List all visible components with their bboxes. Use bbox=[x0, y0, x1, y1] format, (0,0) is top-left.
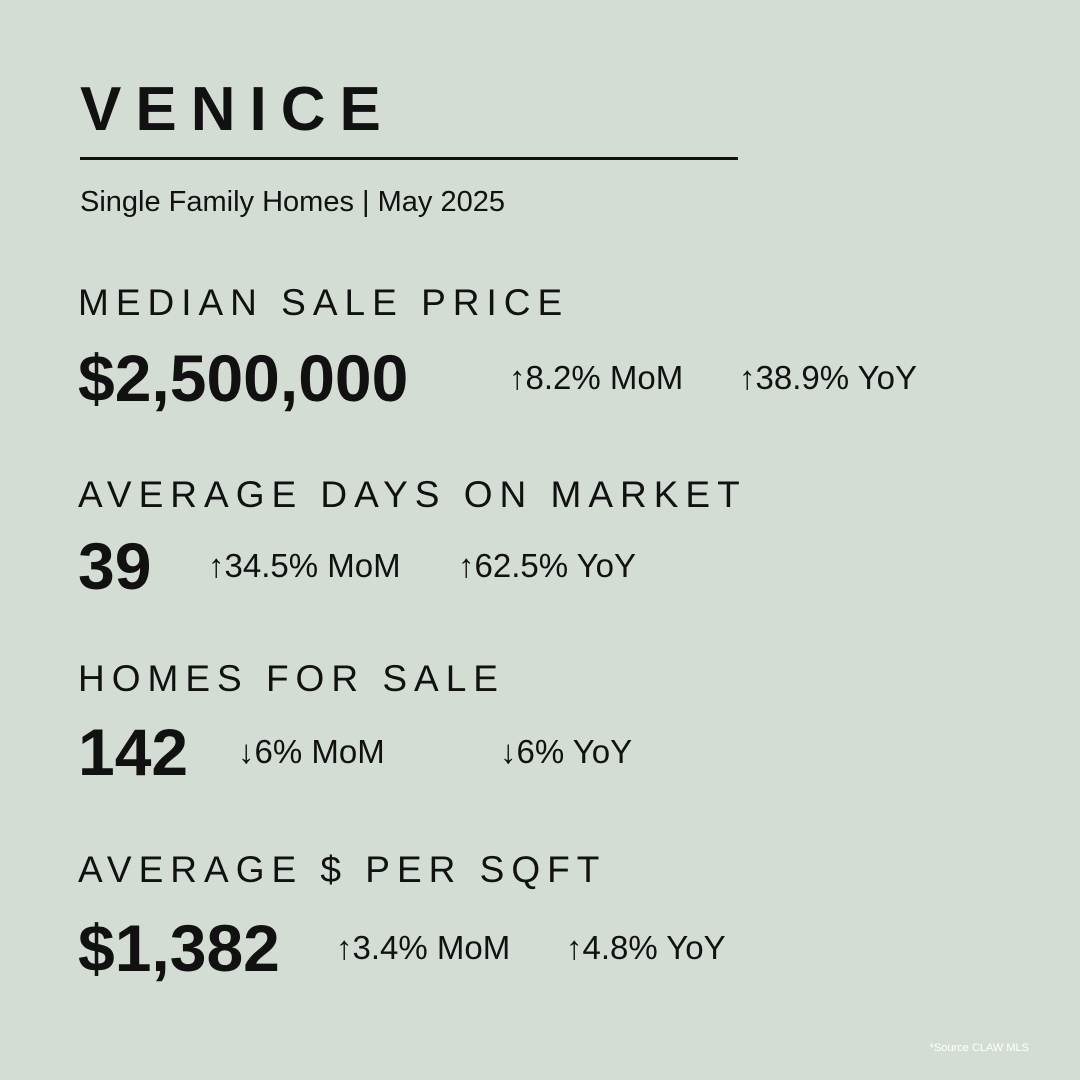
yoy-change-text: 38.9% YoY bbox=[755, 359, 917, 396]
yoy-change bbox=[739, 336, 917, 420]
mom-change-text: 34.5% MoM bbox=[224, 547, 401, 584]
metric-value: $2,500,000 bbox=[78, 341, 409, 415]
metric-label-average-days-on-market: AVERAGE DAYS ON MARKET bbox=[78, 474, 747, 515]
yoy-change bbox=[458, 524, 636, 608]
mom-change-text: 8.2% MoM bbox=[525, 359, 684, 396]
title-divider bbox=[80, 157, 738, 160]
up-arrow-icon: ↑ bbox=[336, 929, 353, 966]
mom-change-text: 3.4% MoM bbox=[352, 929, 511, 966]
yoy-change-text: 4.8% YoY bbox=[582, 929, 726, 966]
mom-change bbox=[208, 524, 401, 608]
page-title: VENICE bbox=[80, 75, 395, 144]
down-arrow-icon: ↓ bbox=[238, 733, 255, 770]
page-subtitle: Single Family Homes | May 2025 bbox=[80, 186, 505, 218]
metric-label-average-price-per-sqft: AVERAGE $ PER SQFT bbox=[78, 849, 607, 890]
mom-change bbox=[336, 906, 510, 990]
up-arrow-icon: ↑ bbox=[566, 929, 583, 966]
yoy-change-text: 6% YoY bbox=[516, 733, 633, 770]
yoy-change-text: 62.5% YoY bbox=[474, 547, 636, 584]
yoy-change bbox=[566, 906, 726, 990]
mom-change bbox=[238, 710, 385, 794]
up-arrow-icon: ↑ bbox=[458, 547, 475, 584]
metric-value: 39 bbox=[78, 529, 152, 603]
metric-value: 142 bbox=[78, 715, 189, 789]
yoy-change bbox=[500, 710, 632, 794]
down-arrow-icon: ↓ bbox=[500, 733, 517, 770]
metric-value: $1,382 bbox=[78, 911, 280, 985]
mom-change bbox=[509, 336, 683, 420]
metric-label-median-sale-price: MEDIAN SALE PRICE bbox=[78, 282, 570, 323]
source-note: *Source CLAW MLS bbox=[929, 1042, 1029, 1054]
mom-change-text: 6% MoM bbox=[254, 733, 385, 770]
up-arrow-icon: ↑ bbox=[509, 359, 526, 396]
metric-label-homes-for-sale: HOMES FOR SALE bbox=[78, 658, 505, 699]
up-arrow-icon: ↑ bbox=[739, 359, 756, 396]
up-arrow-icon: ↑ bbox=[208, 547, 225, 584]
